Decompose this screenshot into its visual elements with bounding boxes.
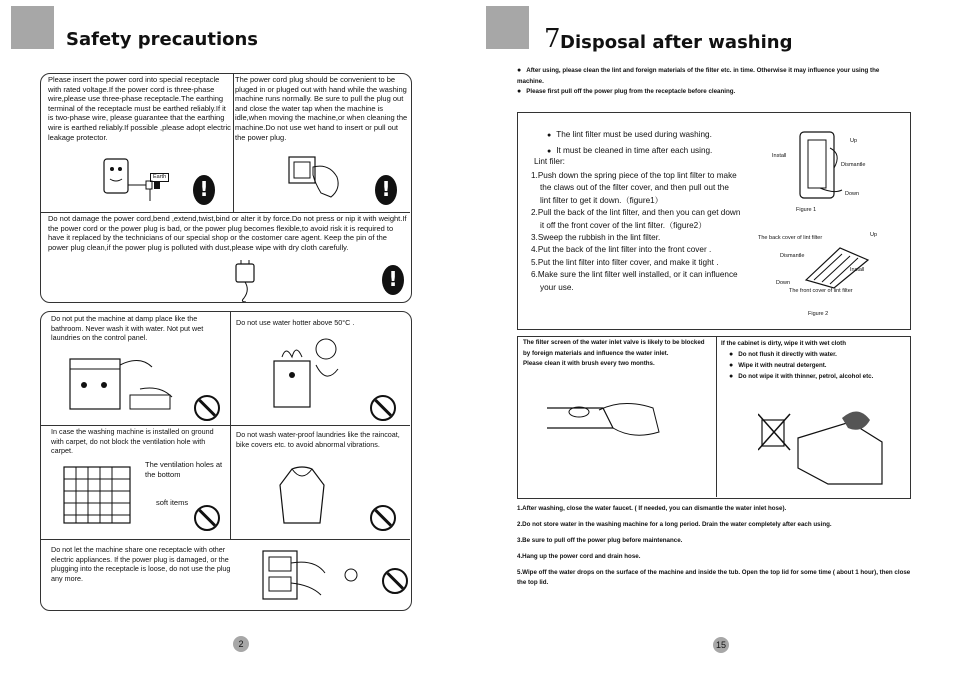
cabinet-bullet: ● Wipe it with neutral detergent. [729,360,906,371]
cabinet-text [721,338,906,382]
fig1-install: Install [772,153,787,159]
fig2-back-cover: The back cover of lint filter [758,235,823,241]
fig2-front-cover: The front cover of lint filter [789,288,853,294]
fig2-down: Down [776,280,791,286]
figure2-illustration [800,240,875,290]
raincoat-illustration [272,465,332,530]
filter-step: 3.Sweep the rubbish in the lint filter. [531,233,661,243]
header-square [486,6,529,49]
filter-bullet: ● It must be cleaned in time after each using. [547,143,712,159]
cabinet-bullet: ● Do not wipe it with thinner, petrol, alcohol etc. [729,371,906,382]
fig2-up: Up [870,232,878,238]
page-number-right: 15 [713,637,729,653]
filter-step: 2.Pull the back of the lint filter, and then you can get down it off the front cover of the lint filter.（figure2） [531,208,741,230]
fig1-up: Up [850,138,858,144]
prohibited-icon [194,505,220,531]
after-step: 5.Wipe off the water drops on the surface of the machine and inside the tub. Open the top lid for some time ( about 1 hour), then close the top lid. [517,569,911,586]
water-temp-text: Do not use water hotter above 50°C . [236,318,355,327]
after-washing-steps [517,504,912,588]
divider [41,425,410,426]
receptacle-text: Do not let the machine share one receptacle with other electric appliances. If the power plug is damaged, or the plugging into the receptacle is loose, do not use the plug any more. [51,545,231,583]
cabinet-bullet: ● Do not flush it directly with water. [729,349,906,360]
damp-place-text: Do not put the machine at damp place like the bathroom. Never wash it with water. Not put wet laundries on the control panel. [51,314,204,343]
filter-step: 1.Push down the spring piece of the top lint filter to make the claws out of the filter cover, and then pull out the lint filter to get it down.（figure1） [531,171,737,205]
divider [41,212,410,213]
inlet-paragraph: Please clean it with brush every two months. [523,360,655,367]
ventilation-label: The ventilation holes at the bottom [145,460,223,479]
divider [233,74,234,212]
filter-heading: Lint filer: [534,157,565,166]
fig2-dismantle: Dismantle [780,253,805,259]
page-title-right: Disposal after washing [560,32,793,53]
cabinet-heading: If the cabinet is dirty, wipe it with wet cloth [721,340,847,347]
damp-machine-illustration [60,345,180,415]
waterproof-text: Do not wash water-proof laundries like the raincoat, bike covers etc. to avoid abnormal vibrations. [236,430,400,449]
divider [716,337,717,497]
fig2-install: Install [850,267,865,273]
after-step: 4.Hang up the power cord and drain hose. [517,553,641,560]
after-step: 3.Be sure to pull off the power plug before maintenance. [517,537,683,544]
divider [41,539,410,540]
ventilation-illustration [60,463,140,528]
inlet-brush-illustration [543,398,663,448]
inlet-text [523,338,711,370]
plug-text: The power cord plug should be convenient to be pluged in or pluged out with hand while the washing machine runs normally. Be sure to pull the plug out and close the water tap when the machine is idle,when moving the machine,or when cleaning the machine.Do not use wet hand to insert or pull out the power plug. [235,75,408,142]
damage-cord-text: Do not damage the power cord,bend ,extend,twist,bind or alter it by force.Do not press or nip it with weight.If the power cord or the power plug is bad, or the power plug becomes flexible,to avoid risk it is required to have it replaced by the technicians of our special shop or the costomer care agent. Keep the pin of the power plug clean,if the power plug is polluted with dust,please wipe with dry cloth carefully. [48,214,407,252]
warning-icon [193,175,215,205]
filter-bullet: ● The lint filter must be used during washing. [547,127,712,143]
hot-water-illustration [268,335,348,415]
prohibited-icon [370,505,396,531]
warning-icon [382,265,404,295]
filter-bullets [547,127,712,159]
page-title-left: Safety precautions [66,29,259,50]
after-step: 2.Do not store water in the washing machine for a long period. Drain the water completely after each using. [517,521,832,528]
fig1-caption: Figure 1 [796,207,817,213]
shared-receptacle-illustration [255,545,365,605]
header-square [11,6,54,49]
page-number-left: 2 [233,636,249,652]
intro-text [517,66,907,98]
fig2-caption: Figure 2 [808,311,829,317]
intro-line: ● After using, please clean the lint and foreign materials of the filter etc. in time. Otherwise it may influence your using the machine. [517,66,907,87]
fig1-dismantle: Dismantle [841,162,866,168]
prohibited-icon [382,568,408,594]
fig1-down: Down [845,191,860,197]
prohibited-icon [194,395,220,421]
prohibited-icon [370,395,396,421]
power-cord-text: Please insert the power cord into special receptacle with rated voltage.If the power cord is three-phase wire,please use three-phase receptacle.The earthing terminal of the receptacle must be earthed reliably.If it is two-phase wire, please guarantee that the earthing wire is earthed reliably.If possible ,please adopt electric leakage protector. [48,75,231,142]
damaged-plug-illustration [228,258,268,302]
section-number: 7 [544,24,561,54]
warning-icon [375,175,397,205]
filter-step: 6.Make sure the lint filter well installed, or it can influence your use. [531,270,738,292]
carpet-text: In case the washing machine is installed on ground with carpet, do not block the ventilation hole with carpet. [51,427,214,456]
soft-items-label: soft items [156,498,189,507]
filter-step: 4.Put the back of the lint filter into the front cover . [531,245,712,255]
earth-label: Earth [150,173,169,182]
after-step: 1.After washing, close the water faucet. ( If needed, you can dismantle the water inlet hose). [517,505,787,512]
filter-step: 5.Put the lint filter into filter cover, and make it tight . [531,257,719,267]
intro-line: ● Please first pull off the power plug from the receptacle before cleaning. [517,87,907,98]
inlet-paragraph: The filter screen of the water inlet valve is likely to be blocked by foreign materials and influence the water inlet. [523,339,705,357]
filter-steps [531,170,741,294]
plug-hand-illustration [285,153,345,203]
cabinet-wipe-illustration [758,398,888,488]
